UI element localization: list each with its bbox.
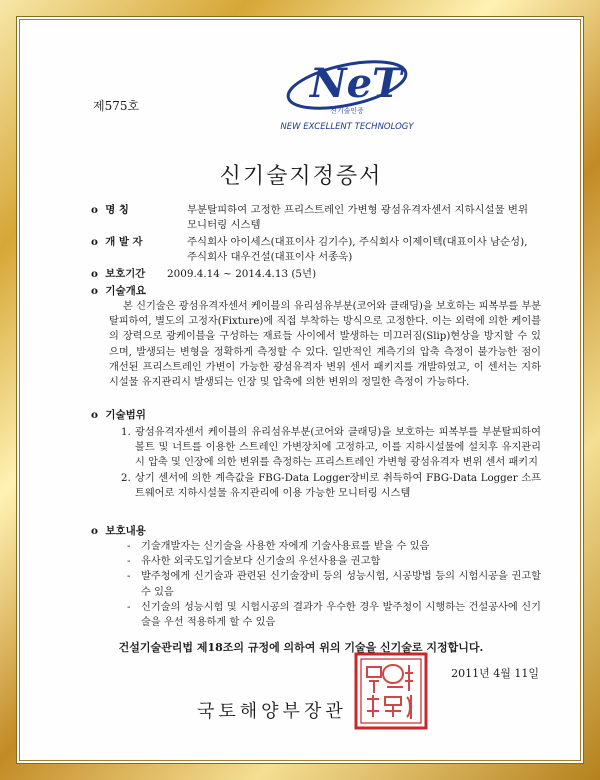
certificate-paper — [16, 16, 584, 764]
period-value: 2009.4.14 ~ 2014.4.13 (5년) — [167, 268, 317, 280]
official-seal-icon — [353, 651, 429, 731]
bullet-icon: o — [91, 409, 99, 421]
list-item — [127, 600, 541, 630]
period-label: 보호기간 — [105, 268, 146, 280]
item-number: 1. — [121, 427, 131, 438]
list-item — [121, 425, 541, 471]
protection-label: 보호내용 — [105, 525, 146, 537]
item-number: 2. — [121, 472, 131, 484]
developer-value: 주식회사 아이세스(대표이사 김기수), 주식회사 이제이텍(대표이사 남순성), 주식회사 대우건설(대표이사 서종욱) — [187, 236, 528, 263]
net-logo — [255, 49, 435, 139]
overview-text: 본 신기술은 광섬유격자센서 케이블의 유리섬유부분(코어와 클래딩)을 보호하는 피복부를 부분탈피하여, 별도의 고정자(Fixture)에 직접 부착하는 방식으로 고정한다. 이는 외력에 의한 케이블의 장력으로 광케이블을 구성하는 재료들 사이에서 발생하는 미끄러짐(Slip)현상을 방지할 수 있으며, 발생되는 변형을 정확하게 측정할 수 있다. 일반적인 계측기의 압축 측정이 불가능한 점이 개선된 프리스트레인 가변이 가능한 광섬유격자 변위 센서 패키지를 개발하였고, 이 센서는 지하시설물 유지관리시 발생되는 인장 및 압축에 의한 변위의 정밀한 측정이 가능하다. — [109, 301, 541, 389]
developer-label: 개 발 자 — [105, 236, 143, 248]
item-text: 기술개발자는 신기술을 사용한 자에게 기술사용료를 받을 수 있음 — [141, 541, 430, 552]
item-text: 유사한 외국도입기술보다 신기술의 우선사용을 권고함 — [141, 556, 381, 568]
item-text: 신기술의 성능시험 및 시험시공의 결과가 우수한 경우 발주청이 시행하는 건설공사에 신기술을 우선 적용하게 할 수 있음 — [141, 601, 541, 629]
overview-label: 기술개요 — [105, 285, 146, 297]
bullet-icon: o — [91, 236, 98, 248]
item-text: 광섬유격자센서 케이블의 유리섬유부분(코어와 클래딩)을 보호하는 피복부를 부분탈피하여 볼트 및 너트를 이용한 스트레인 가변장치에 고정하고, 이를 지하시설물에 설치후 유지관리시 압축 및 인장에 의한 변위를 측정하는 프리스트레인 가변형 광섬유격자 변위 센서 패키지 — [135, 427, 541, 469]
dash-icon: - — [127, 541, 131, 552]
name-label: 명 칭 — [105, 204, 129, 216]
item-text: 발주청에게 신기술과 관련된 신기술장비 등의 성능시험, 시공방법 등의 시험시공을 권고할 수 있음 — [141, 571, 541, 598]
name-value: 부분탈피하여 고정한 프리스트레인 가변형 광섬유격자센서 지하시설물 변위 모니터링 시스템 — [187, 204, 529, 231]
scope-label: 기술범위 — [105, 409, 146, 421]
dash-icon: - — [127, 601, 131, 613]
page-title: 신기술지정증서 — [219, 164, 383, 189]
list-item — [127, 569, 541, 599]
dash-icon: - — [127, 571, 131, 583]
list-item — [121, 471, 541, 501]
logo-tagline: NEW EXCELLENT TECHNOLOGY — [280, 122, 414, 132]
bullet-icon: o — [91, 285, 99, 297]
issue-date: 2011년 4월 11일 — [451, 667, 539, 680]
scope-heading — [91, 407, 146, 422]
list-item — [127, 539, 541, 554]
scope-list — [121, 425, 541, 501]
bullet-icon: o — [91, 268, 98, 280]
declaration: 건설기술관리법 제18조의 규정에 의하여 위의 기술을 신기술로 지정합니다. — [118, 641, 484, 654]
certificate — [17, 17, 585, 765]
bullet-icon: o — [91, 525, 99, 537]
overview-heading — [91, 283, 146, 298]
logo-brand: NeT — [310, 60, 402, 107]
logo-subtext: 신기술인증 — [330, 107, 364, 115]
minister-name: 국토해양부장관 — [197, 701, 347, 722]
certificate-number: 제575호 — [93, 99, 140, 113]
item-text: 상기 센서에 의한 계측값을 FBG-Data Logger장비로 취득하여 FBG-Data Logger 소프트웨어로 지하시설물 유지관리에 이용 가능한 모니터링 시스템 — [135, 472, 541, 499]
list-item — [127, 554, 541, 569]
protection-heading — [91, 523, 146, 538]
protection-list — [127, 539, 541, 630]
dash-icon: - — [127, 556, 131, 568]
bullet-icon: o — [91, 204, 98, 216]
